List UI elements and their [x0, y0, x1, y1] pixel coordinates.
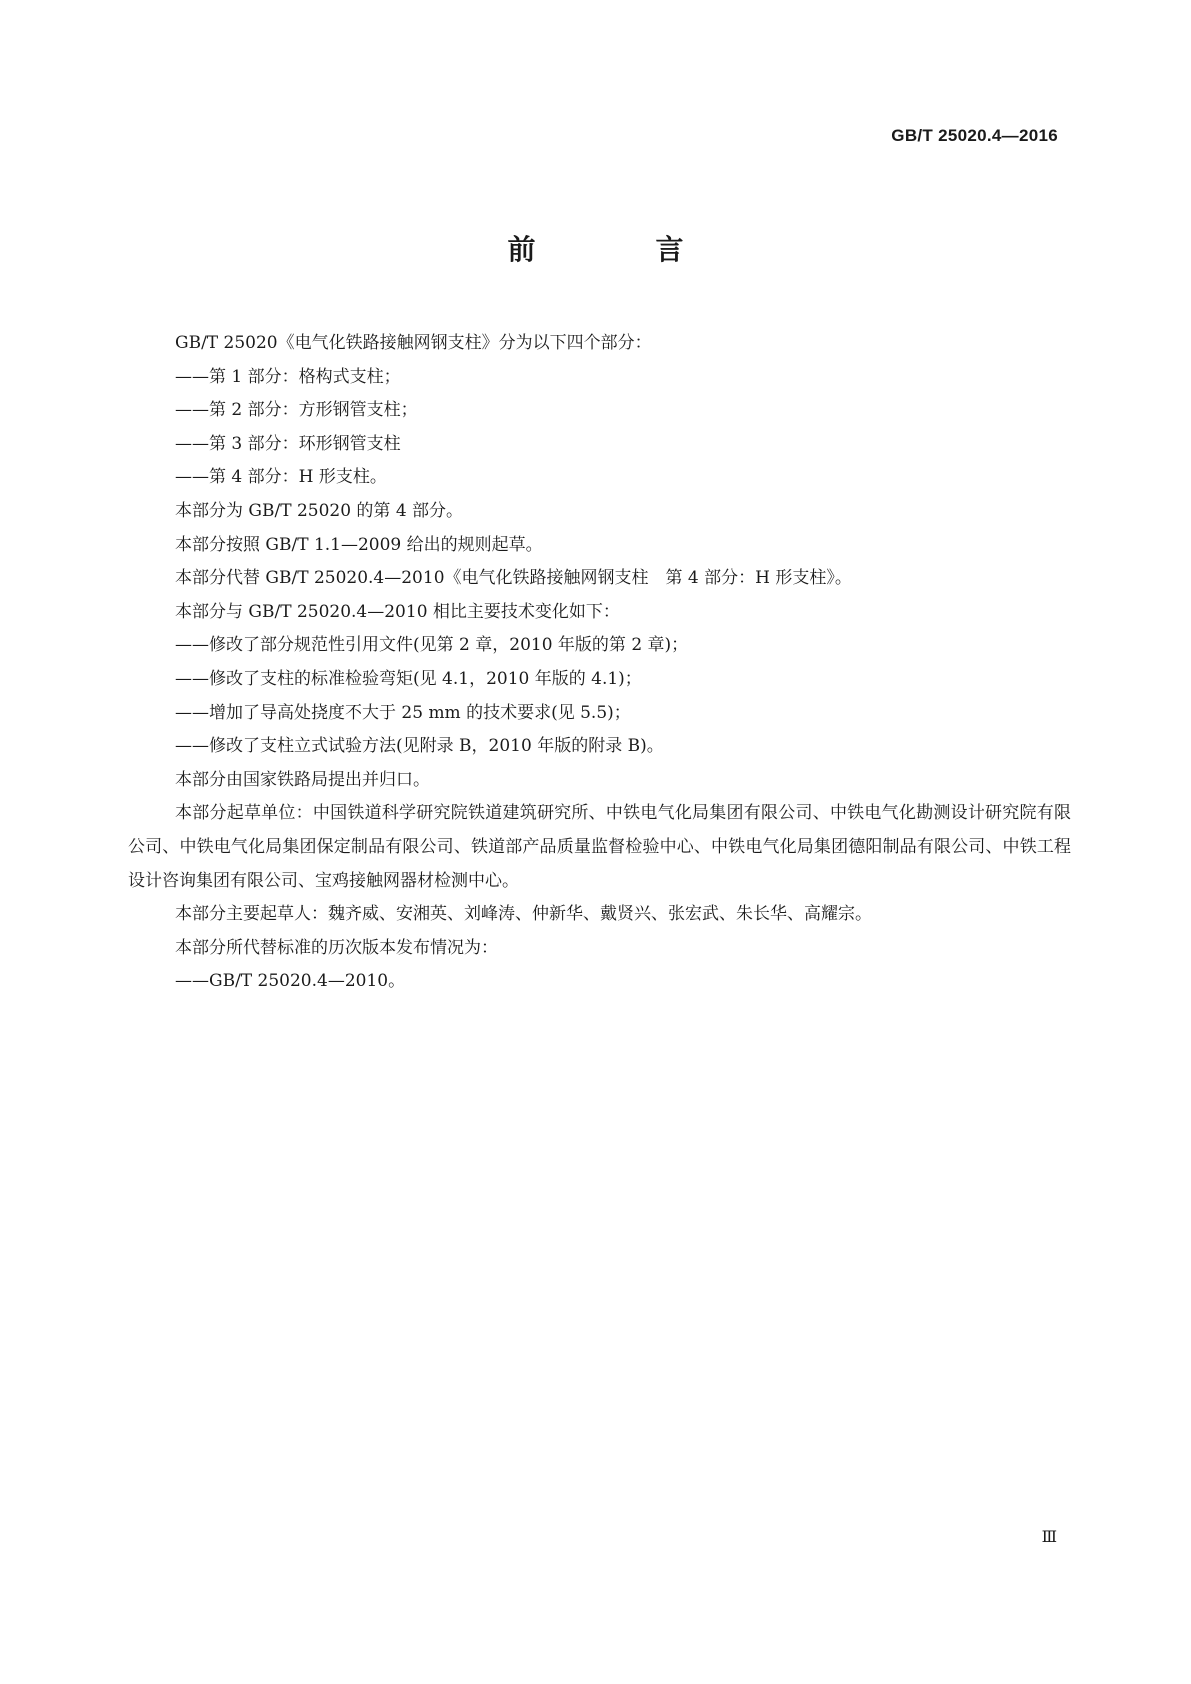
page-title: 前 言	[507, 233, 730, 266]
list-item: ——第 4 部分：H 形支柱。	[175, 467, 387, 488]
list-item: ——修改了支柱立式试验方法(见附录 B，2010 年版的附录 B)。	[175, 736, 664, 757]
list-item: ——修改了支柱的标准检验弯矩(见 4.1，2010 年版的 4.1)；	[175, 668, 642, 689]
list-item: ——GB/T 25020.4—2010。	[175, 971, 406, 992]
paragraph: GB/T 25020《电气化铁路接触网钢支柱》分为以下四个部分：	[175, 333, 652, 353]
list-item: ——第 2 部分：方形钢管支柱；	[175, 400, 418, 421]
paragraph: 本部分所代替标准的历次版本发布情况为：	[175, 937, 498, 958]
paragraph: 本部分为 GB/T 25020 的第 4 部分。	[175, 500, 464, 521]
drafting-units-paragraph: 本部分起草单位：中国铁道科学研究院铁道建筑研究所、中铁电气化局集团有限公司、中铁电气化勘测设计研究院有限公司、中铁电气化局集团保定制品有限公司、铁道部产品质量监督检验中心、中铁电气化局集团德阳制品有限公司、中铁工程设计咨询集团有限公司、宝鸡接触网器材检测中心。	[128, 803, 1071, 891]
foreword-body	[128, 327, 1071, 999]
list-item: ——修改了部分规范性引用文件(见第 2 章，2010 年版的第 2 章)；	[175, 635, 689, 656]
list-item: ——第 1 部分：格构式支柱；	[175, 366, 401, 387]
paragraph: 本部分主要起草人：魏齐威、安湘英、刘峰涛、仲新华、戴贤兴、张宏武、朱长华、高耀宗。	[175, 904, 872, 925]
standard-code: GB/T 25020.4—2016	[891, 126, 1058, 145]
paragraph: 本部分与 GB/T 25020.4—2010 相比主要技术变化如下：	[175, 601, 620, 622]
paragraph: 本部分由国家铁路局提出并归口。	[175, 769, 430, 790]
list-item: ——第 3 部分：环形钢管支柱	[175, 433, 401, 454]
page-number: Ⅲ	[1041, 1527, 1057, 1546]
list-item: ——增加了导高处挠度不大于 25 mm 的技术要求(见 5.5)；	[175, 702, 631, 723]
paragraph: 本部分按照 GB/T 1.1—2009 给出的规则起草。	[175, 534, 543, 555]
paragraph: 本部分代替 GB/T 25020.4—2010《电气化铁路接触网钢支柱 第 4 部分：H 形支柱》。	[175, 568, 852, 589]
